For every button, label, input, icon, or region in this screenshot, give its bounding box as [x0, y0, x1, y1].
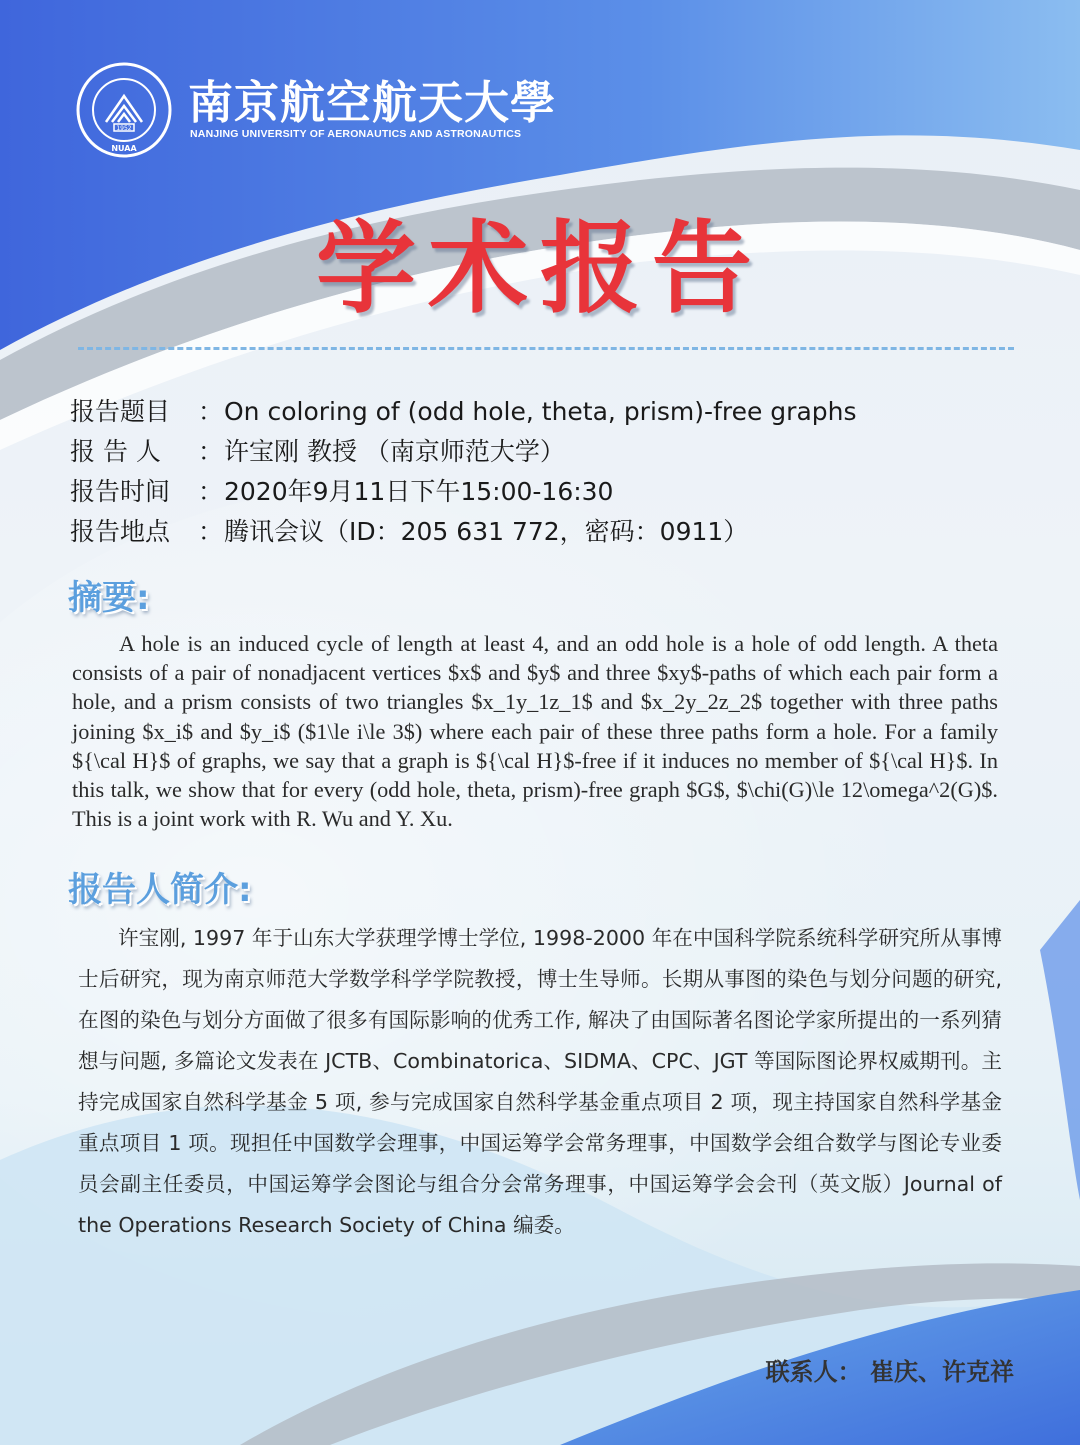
info-value-location: 腾讯会议（ID：205 631 772，密码：0911）	[224, 517, 749, 546]
info-value-topic: On coloring of (odd hole, theta, prism)-free graphs	[224, 397, 857, 426]
info-colon: ：	[198, 397, 224, 426]
info-colon: ：	[198, 437, 224, 466]
info-label: 报告地点	[70, 517, 171, 546]
dashed-divider	[78, 347, 1014, 350]
abstract-text: A hole is an induced cycle of length at least 4, and an odd hole is a hole of odd length. A theta consists of a pair of nonadjacent vertices $x$ and $y$ and three $xy$-paths of which each pair form a hole, and a prism consists of two triangles $x_1y_1z_1$ and $x_2y_2z_2$ together with three paths joining $x_i$ and $y_i$ ($1\le i\le 3$) where each pair of these three paths form a hole. For a family ${\cal H}$ of graphs, we say that a graph is ${\cal H}$-free if it induces no member of ${\cal H}$. In this talk, we show that for every (odd hole, theta, prism)-free graph $G$, $\chi(G)\le 12\omega^2(G)$. This is a joint work with R. Wu and Y. Xu.	[72, 631, 998, 832]
info-row-speaker	[70, 432, 857, 472]
bio-text: 许宝刚, 1997 年于山东大学获理学博士学位, 1998-2000 年在中国科学院系统科学研究所从事博士后研究，现为南京师范大学数学科学学院教授，博士生导师。长期从事图的染色与划分问题的研究, 在图的染色与划分方面做了很多有国际影响的优秀工作, 解决了由国际著名图论学家所提出的一系列猜想与问题, 多篇论文发表在 JCTB、Combinatorica、SIDMA、CPC、JGT 等国际图论界权威期刊。主持完成国家自然科学基金 5 项, 参与完成国家自然科学基金重点项目 2 项，现主持国家自然科学基金重点项目 1 项。现担任中国数学会理事，中国运筹学会常务理事，中国数学会组合数学与图论专业委员会副主任委员，中国运筹学会图论与组合分会常务理事，中国运筹学会会刊（英文版）Journal of the Operations Research Society of China 编委。	[78, 926, 1002, 1237]
university-name-en: NANJING UNIVERSITY OF AERONAUTICS AND ASTRONAUTICS	[190, 128, 522, 140]
talk-info	[70, 392, 857, 552]
university-emblem-icon	[76, 62, 172, 158]
university-name-cn: 南京航空航天大學	[188, 76, 557, 129]
info-value-speaker: 许宝刚 教授 （南京师范大学）	[224, 437, 565, 466]
contact-info: 联系人： 崔庆、许克祥	[765, 1358, 1014, 1386]
info-colon: ：	[198, 477, 224, 506]
info-row-time	[70, 472, 857, 512]
emblem-year: 1952	[116, 125, 132, 132]
info-row-topic	[70, 392, 857, 432]
info-value-time: 2020年9月11日下午15:00-16:30	[224, 477, 614, 506]
info-label: 报告题目	[70, 397, 171, 426]
poster-title: 学术报告	[316, 210, 764, 327]
info-colon: ：	[198, 517, 224, 546]
info-label: 报 告 人	[70, 437, 161, 466]
bio-heading: 报告人简介:	[68, 870, 252, 910]
info-row-location	[70, 512, 857, 552]
abstract-heading: 摘要:	[68, 578, 150, 618]
emblem-abbrev: NUAA	[111, 144, 137, 153]
info-label: 报告时间	[70, 477, 171, 506]
